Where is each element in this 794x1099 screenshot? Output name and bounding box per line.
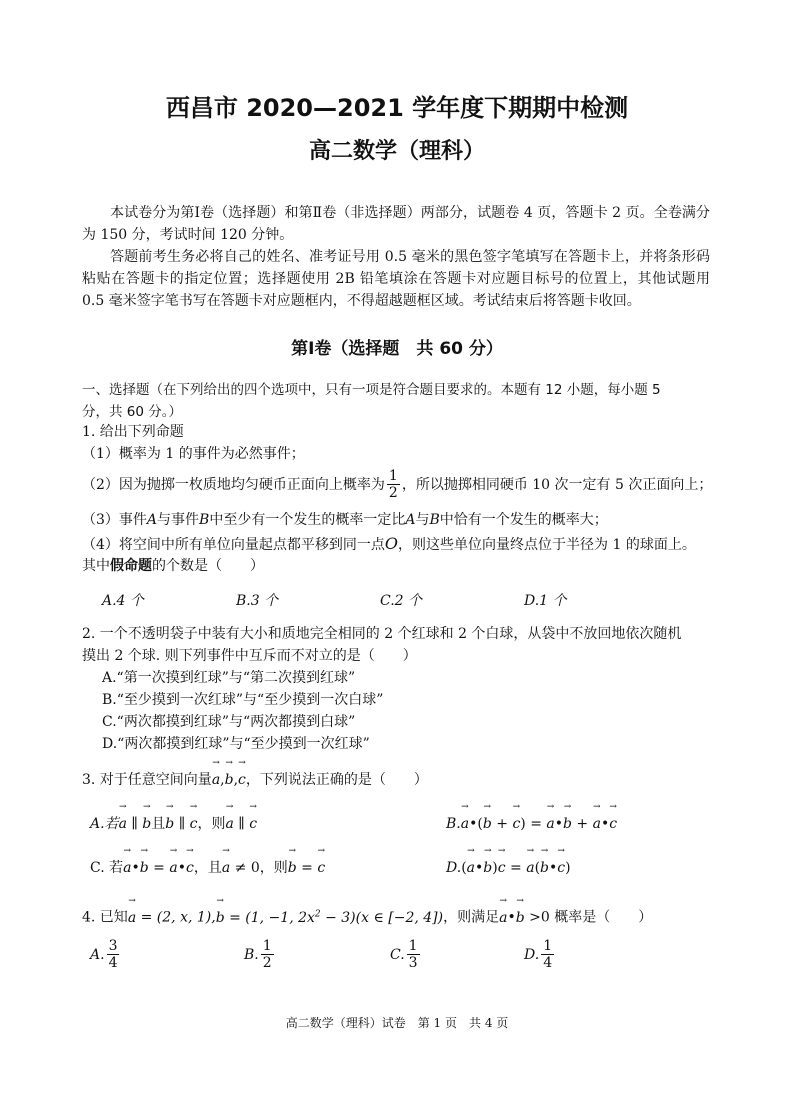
section-intro-line-1: 一、选择题（在下列给出的四个选项中，只有一项是符合题目要求的。本题有 12 小题，每小题 5 [82,382,661,398]
vector-c: → c [186,856,194,880]
q4-option-d-label: D. [524,946,540,963]
q2-stem-line-1: 2. 一个不透明袋子中装有大小和质地完全相同的 2 个红球和 2 个白球，从袋中不放回地依次随机 [82,626,682,642]
vector-b: → b [225,768,234,792]
instructions-paragraph-2: 答题前考生务必将自己的姓名、准考证号用 0.5 毫米的黑色签字笔填写在答题卡上，并将条形码粘贴在答题卡的指定位置；选择题使用 2B 铅笔填涂在答题卡对应题目标号的位置上，其他试题用 0.5 毫米签字笔书写在答题卡对应题框内，不得超越题框区域。考试结束后将答题卡收回。 [82,249,710,309]
vector-a: → a [467,856,475,880]
q1-stem: 1. 给出下列命题 [82,424,184,440]
denominator: 4 [543,955,553,971]
vector-a: → a [526,856,534,880]
event-b: B [429,512,440,528]
q3-option-b: B.→ a•(→ b + → c) = → a•→ b + → a•→ c [446,812,617,836]
parallel-symbol: ∥ [238,816,245,832]
q4-option-c-label: C. [390,946,405,963]
denominator: 2 [262,955,272,971]
denominator: 4 [108,955,118,971]
q3-option-c: C. 若→ a•→ b = → a•→ c，且→ a ≠ 0，则→ b = → c [90,856,325,880]
q2-option-d: D.“两次都摸到红球”与“至少摸到一次红球” [102,736,370,752]
q2-stem-line-2: 摸出 2 个球. 则下列事件中互斥而不对立的是（ ） [82,648,417,664]
q4-option-d [524,938,556,971]
vector-a: → a [222,856,230,880]
instructions-paragraph-1: 本试卷分为第Ⅰ卷（选择题）和第Ⅱ卷（非选择题）两部分，试题卷 4 页，答题卡 2 页。全卷满分为 150 分，考试时间 120 分钟。 [82,205,710,243]
vector-b: → b [142,812,151,836]
numerator: 1 [408,938,418,954]
exam-subtitle: 高二数学（理科） [308,139,485,164]
q3-text: ≠ 0，则 [234,860,288,876]
q4-option-b-fraction [261,938,274,971]
numerator: 3 [108,938,118,954]
q1-option-b: B.3 个 [236,593,279,609]
q4-stem: 4. 已知→ a = (2, x, 1),→ b = (1, −1, $2x^2 - 3)(x$ ∈ [−2, 4])，则满足→ a•→ b >0 概率是（ ） [82,902,652,930]
vector-a: → a [128,906,136,930]
vector-c: → c [249,812,257,836]
exam-title: 西昌市 2020—2021 学年度下期期中检测 [165,94,629,122]
vector-b: → b [516,906,525,930]
q1-option-a: A.4 个 [102,593,144,609]
q3-stem: 3. 对于任意空间向量→ a,→ b,→ c，下列说法正确的是（ ） [82,768,428,792]
q2-option-b: B.“至少摸到一次红球”与“至少摸到一次白球” [102,692,384,708]
q3-stem-text-end: ，下列说法正确的是（ ） [245,772,428,788]
page-footer: 高二数学（理科）试卷 第 1 页 共 4 页 [285,1016,509,1030]
q1-s3-text: 中至少有一个发生的概率一定比 [209,512,406,528]
q1-ask-text-end: 的个数是（ ） [152,558,264,574]
q1-fraction [387,468,400,501]
vector-c: → c [498,856,506,880]
q1-s4-text: （4）将空间中所有单位向量起点都平移到同一点 [82,537,385,553]
numerator: 1 [543,938,553,954]
q1-s2-text: （2）因为抛掷一枚质地均匀硬币正面向上概率为 [82,476,385,493]
q4-stem-text-end: >0 概率是（ ） [524,909,653,926]
q3-stem-text: 3. 对于任意空间向量 [82,772,212,788]
q4-b-expr: = (1, −1, 2x [224,909,315,926]
q3-option-d: D.(→ a•→ b)→ c = → a(→ b•→ c) [446,856,571,880]
vector-b: → b [140,856,149,880]
vector-b: → b [483,812,492,836]
vector-a: → a [546,812,554,836]
q3-option-a-label: A.若 [90,816,119,832]
vector-c: → c [557,856,565,880]
vector-b: → b [563,812,572,836]
q3-option-a [90,812,257,836]
q4-option-a [90,938,121,971]
q1-fraction-numerator: 1 [388,468,398,484]
vector-a: → a [593,812,601,836]
q4-option-c [390,938,422,971]
vector-a: → a [461,812,469,836]
vector-b: → b [288,856,297,880]
q1-s3-text: （3）事件 [82,512,147,528]
event-a: A [146,512,158,528]
q2-option-c: C.“两次都摸到红球”与“两次都摸到白球” [102,714,356,730]
vector-a: → a [123,856,131,880]
q4-stem-text: ，则满足 [443,909,500,926]
section-title: 第Ⅰ卷（选择题 共 60 分） [291,339,503,359]
q4-option-c-fraction [407,938,420,971]
vector-c: → c [512,812,520,836]
vector-c: → c [190,812,198,836]
q1-statement-1: （1）概率为 1 的事件为必然事件； [82,446,305,462]
q4-option-b [244,938,276,971]
section-intro-line-2: 分，共 60 分。） [82,404,183,420]
q3-text: ，且 [193,860,222,876]
vector-a: → a [169,856,177,880]
q1-s3-text: 与事件 [157,512,200,528]
q4-option-d-fraction [541,938,554,971]
vector-b: → b [216,906,225,930]
q4-b-expr-end: − 3)(x ∈ [−2, 4]) [320,909,444,926]
q1-option-c: C.2 个 [380,593,423,609]
q4-vector-b-expression: = (1, −1, $2x^2 - 3)(x$ ∈ [−2, 4]) [224,909,444,926]
q1-statement-2 [82,468,712,501]
q1-question [82,554,264,578]
q1-s4-text-end: ，则这些单位向量终点位于半径为 1 的球面上。 [398,537,696,553]
vector-c: → c [317,856,325,880]
numerator: 1 [262,938,272,954]
q4-option-b-label: B. [244,946,259,963]
denominator: 3 [408,955,418,971]
vector-a: → a [499,906,507,930]
q3-text: ，则 [197,816,226,832]
q4-option-a-label: A. [90,946,105,963]
vector-a: → a [212,768,220,792]
q3-option-b-label: B. [446,816,461,832]
q3-option-d-label: D. [446,860,462,876]
q2-option-a: A.“第一次摸到红球”与“第二次摸到红球” [102,670,356,686]
q1-ask-text: 其中 [82,558,110,574]
q1-s3-text: 与 [415,512,430,528]
vector-c: → c [609,812,617,836]
q3-option-c-label: C. 若 [90,860,124,876]
vector-a: → a [119,812,127,836]
q4-option-a-fraction [107,938,120,971]
q1-fraction-denominator: 2 [388,485,398,501]
vector-b: → b [165,812,174,836]
point-o: O [384,534,399,553]
q1-s3-text: 中恰有一个发生的概率大； [439,512,608,528]
event-a: A [405,512,416,528]
vector-c: → c [238,768,246,792]
q3-text: 且 [151,816,166,832]
parallel-symbol: ∥ [131,816,138,832]
vector-b: → b [483,856,492,880]
q1-statement-3 [82,508,608,532]
q4-stem-text: 4. 已知 [82,909,128,926]
event-b: B [199,512,210,528]
vector-a: → a [225,812,233,836]
q1-ask-emphasis: 假命题 [110,558,152,574]
q1-option-d: D.1 个 [524,593,567,609]
parallel-symbol: ∥ [178,816,186,832]
q4-vector-a-expression: = (2, x, 1), [136,909,216,926]
vector-b: → b [540,856,549,880]
q1-s2-text-end: ，所以抛掷相同硬币 10 次一定有 5 次正面向上； [401,476,713,493]
